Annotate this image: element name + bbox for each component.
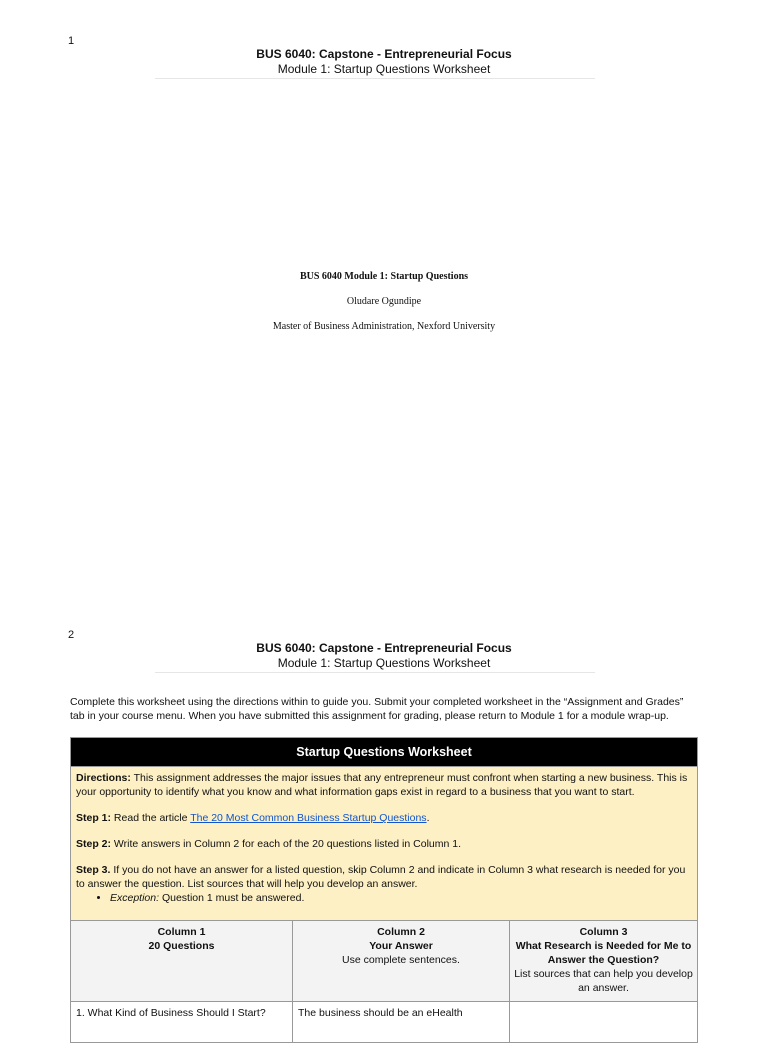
cover-affiliation: Master of Business Administration, Nexford University <box>272 321 496 332</box>
step-2 <box>76 837 692 851</box>
article-link[interactable]: The 20 Most Common Business Startup Questions <box>190 812 427 824</box>
header-divider <box>155 672 595 673</box>
column-2-header <box>292 921 509 1001</box>
page-number: 2 <box>68 629 75 641</box>
column-1-sub: 20 Questions <box>148 940 215 952</box>
research-cell[interactable] <box>509 1002 697 1042</box>
header-subtitle: Module 1: Startup Questions Worksheet <box>277 656 491 670</box>
column-1-heading: Column 1 <box>157 926 206 938</box>
page-header <box>0 641 768 671</box>
step-2-text: Write answers in Column 2 for each of the 20 questions listed in Column 1. <box>111 838 461 850</box>
column-2-heading: Column 2 <box>377 926 425 938</box>
column-headers <box>71 920 697 1001</box>
page-number: 1 <box>68 35 75 47</box>
header-title: BUS 6040: Capstone - Entrepreneurial Focus <box>256 641 512 655</box>
cover-title: BUS 6040 Module 1: Startup Questions <box>299 271 469 282</box>
worksheet-title: Startup Questions Worksheet <box>71 738 697 766</box>
column-3-sub: What Research is Needed for Me to Answer the Question? <box>515 940 692 966</box>
column-3-header <box>509 921 697 1001</box>
page-header <box>0 47 768 77</box>
exception-list <box>76 891 692 905</box>
step-2-label: Step 2: <box>76 838 112 850</box>
question-cell: 1. What Kind of Business Should I Start? <box>76 1007 266 1019</box>
table-row <box>71 1001 697 1042</box>
column-3-heading: Column 3 <box>579 926 628 938</box>
directions-label: Directions: <box>76 772 131 784</box>
step-3-label: Step 3. <box>76 864 111 876</box>
exception-item <box>110 891 692 905</box>
column-3-note: List sources that can help you develop an answer. <box>514 968 693 994</box>
header-title: BUS 6040: Capstone - Entrepreneurial Focus <box>256 47 512 61</box>
intro-paragraph: Complete this worksheet using the directions within to guide you. Submit your completed worksheet in the “Assignment and Grades” tab in your course menu. When you have submitted this assignment for grading, please return to Module 1 for a module wrap-up. <box>70 696 684 722</box>
cover-author: Oludare Ogundipe <box>346 296 422 307</box>
directions-text: This assignment addresses the major issues that any entrepreneur must confront when starting a new business. This is your opportunity to identify what you know and what information gaps exist in regard to a business that you want to start. <box>76 772 688 798</box>
step-3-text: If you do not have an answer for a listed question, skip Column 2 and indicate in Column 3 what research is needed for you to answer the question. List sources that will help you develop an answer. <box>76 864 686 890</box>
directions-box <box>71 766 697 920</box>
header-divider <box>155 78 595 79</box>
step-1 <box>76 811 692 825</box>
step-1-label: Step 1: <box>76 812 112 824</box>
column-2-note: Use complete sentences. <box>342 954 460 966</box>
worksheet-table <box>70 737 698 1043</box>
step-1-end: . <box>426 812 430 824</box>
exception-text: Question 1 must be answered. <box>159 892 305 904</box>
header-subtitle: Module 1: Startup Questions Worksheet <box>277 62 491 76</box>
column-2-sub: Your Answer <box>369 940 433 952</box>
step-1-text: Read the article <box>111 812 191 824</box>
exception-label: Exception: <box>110 892 160 904</box>
step-3 <box>76 863 692 891</box>
column-1-header <box>71 921 292 1001</box>
directions-paragraph <box>76 771 692 799</box>
answer-cell[interactable]: The business should be an eHealth <box>292 1002 509 1042</box>
